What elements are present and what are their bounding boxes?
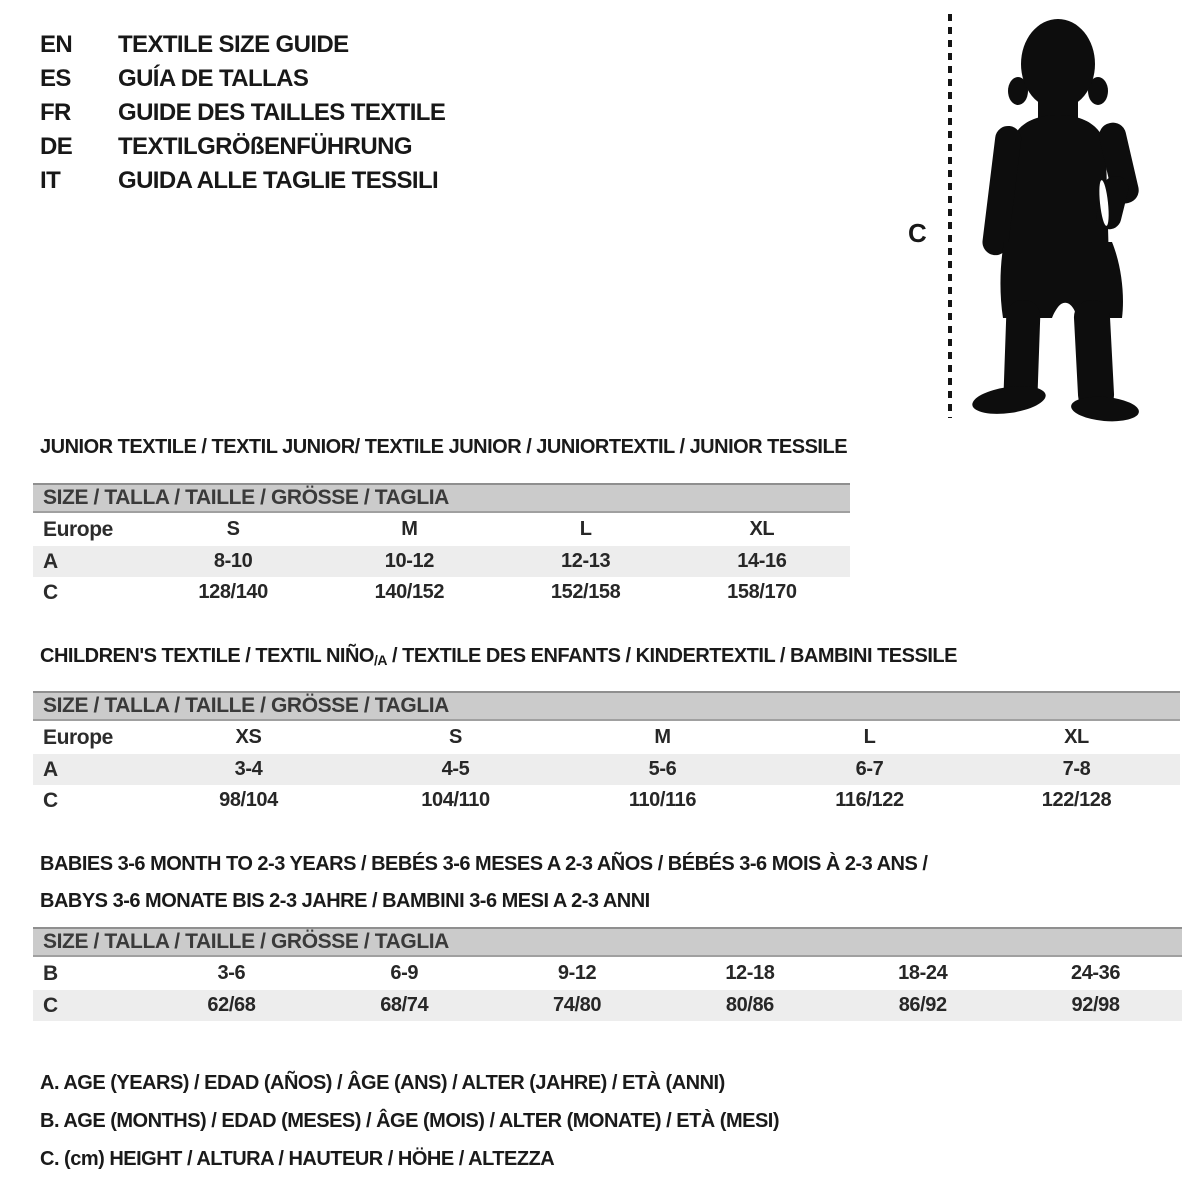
table-header-band: SIZE / TALLA / TAILLE / GRÖSSE / TAGLIA: [33, 927, 1182, 957]
title-sub: /A: [373, 652, 387, 668]
row-label: A: [43, 549, 58, 573]
language-title: GUÍA DE TALLAS: [118, 65, 309, 92]
babies-title-line1: BABIES 3-6 MONTH TO 2-3 YEARS / BEBÉS 3-6 MESES A 2-3 AÑOS / BÉBÉS 3-6 MOIS À 2-3 ANS /: [40, 853, 928, 875]
language-row-de: [40, 130, 445, 164]
height-cell: 74/80: [553, 994, 602, 1016]
row-label: A: [43, 757, 58, 781]
size-cell: M: [654, 726, 671, 748]
language-row-it: [40, 164, 445, 198]
legend: [40, 1064, 779, 1178]
height-cell: 140/152: [374, 581, 445, 603]
age-cell: 6-9: [390, 962, 419, 984]
language-code: IT: [40, 167, 61, 194]
age-cell: 3-6: [217, 962, 246, 984]
table-row-height: [33, 990, 1182, 1021]
language-row-es: [40, 62, 445, 96]
age-cell: 18-24: [898, 962, 948, 984]
table-row-months: [33, 957, 1182, 990]
size-cell: L: [863, 726, 876, 748]
language-row-en: [40, 28, 445, 62]
height-cell: 152/158: [550, 581, 621, 603]
table-row-europe: [33, 721, 1180, 754]
measure-label-c: C: [908, 218, 927, 248]
height-cell: 122/128: [1041, 789, 1112, 811]
row-label: C: [43, 993, 58, 1017]
title-text: CHILDREN'S TEXTILE / TEXTIL NIÑO: [40, 645, 374, 667]
height-cell: 158/170: [727, 581, 797, 603]
age-cell: 6-7: [855, 758, 884, 780]
table-row-age: [33, 754, 1180, 785]
toddler-silhouette: [958, 12, 1163, 422]
row-label: C: [43, 580, 58, 604]
section-title-children: [40, 645, 957, 668]
language-title: TEXTILGRÖßENFÜHRUNG: [118, 133, 412, 160]
age-cell: 14-16: [737, 550, 787, 572]
age-cell: 8-10: [213, 550, 253, 572]
table-row-europe: [33, 513, 850, 546]
section-title-babies: [40, 846, 927, 920]
size-cell: XL: [749, 518, 775, 540]
age-cell: 10-12: [384, 550, 434, 572]
height-cell: 128/140: [198, 581, 268, 603]
height-cell: 86/92: [898, 994, 947, 1016]
language-code: ES: [40, 65, 71, 92]
title-text: / TEXTILE DES ENFANTS / KINDERTEXTIL / BAMBINI TESSILE: [386, 645, 957, 667]
table-row-height: [33, 577, 850, 608]
size-cell: S: [449, 726, 462, 748]
height-cell: 92/98: [1071, 994, 1120, 1016]
size-table-children: [33, 691, 1180, 816]
age-cell: 24-36: [1070, 962, 1121, 984]
size-cell: L: [579, 518, 592, 540]
language-list: [40, 28, 445, 198]
row-label: Europe: [43, 725, 113, 749]
babies-title-line2: BABYS 3-6 MONATE BIS 2-3 JAHRE / BAMBINI 3-6 MESI A 2-3 ANNI: [40, 890, 650, 912]
height-cell: 80/86: [725, 994, 774, 1016]
language-row-fr: [40, 96, 445, 130]
age-cell: 12-13: [561, 550, 611, 572]
age-cell: 5-6: [648, 758, 677, 780]
size-cell: S: [226, 518, 240, 540]
height-cell: 68/74: [380, 994, 429, 1016]
language-title: GUIDA ALLE TAGLIE TESSILI: [118, 167, 439, 194]
age-cell: 9-12: [557, 962, 597, 984]
size-table-junior: [33, 483, 850, 608]
legend-line-c: C. (cm) HEIGHT / ALTURA / HAUTEUR / HÖHE / ALTEZZA: [40, 1147, 555, 1170]
height-cell: 98/104: [219, 789, 278, 811]
age-cell: 7-8: [1062, 758, 1091, 780]
language-title: TEXTILE SIZE GUIDE: [118, 31, 349, 58]
size-table-babies: [33, 927, 1182, 1021]
language-code: FR: [40, 99, 71, 126]
height-cell: 116/122: [835, 789, 904, 811]
size-cell: XL: [1064, 726, 1089, 748]
age-cell: 3-4: [234, 758, 263, 780]
table-row-age: [33, 546, 850, 577]
height-measure-dashed-line: [948, 14, 952, 418]
size-cell: XS: [235, 726, 262, 748]
table-row-height: [33, 785, 1180, 816]
row-label: C: [43, 788, 58, 812]
language-title: GUIDE DES TAILLES TEXTILE: [118, 99, 446, 126]
height-cell: 62/68: [207, 994, 256, 1016]
table-header-band: SIZE / TALLA / TAILLE / GRÖSSE / TAGLIA: [33, 691, 1180, 721]
section-title-junior: JUNIOR TEXTILE / TEXTIL JUNIOR/ TEXTILE JUNIOR / JUNIORTEXTIL / JUNIOR TESSILE: [40, 436, 848, 458]
row-label: B: [43, 961, 58, 985]
legend-line-a: A. AGE (YEARS) / EDAD (AÑOS) / ÂGE (ANS) / ALTER (JAHRE) / ETÀ (ANNI): [40, 1071, 725, 1094]
table-header-band: SIZE / TALLA / TAILLE / GRÖSSE / TAGLIA: [33, 483, 850, 513]
age-cell: 12-18: [725, 962, 775, 984]
height-cell: 104/110: [421, 789, 490, 811]
legend-line-b: B. AGE (MONTHS) / EDAD (MESES) / ÂGE (MOIS) / ALTER (MONATE) / ETÀ (MESI): [40, 1109, 780, 1132]
age-cell: 4-5: [441, 758, 470, 780]
height-cell: 110/116: [628, 789, 697, 811]
size-cell: M: [401, 518, 418, 540]
language-code: DE: [40, 133, 73, 160]
row-label: Europe: [43, 517, 113, 541]
language-code: EN: [40, 31, 73, 58]
